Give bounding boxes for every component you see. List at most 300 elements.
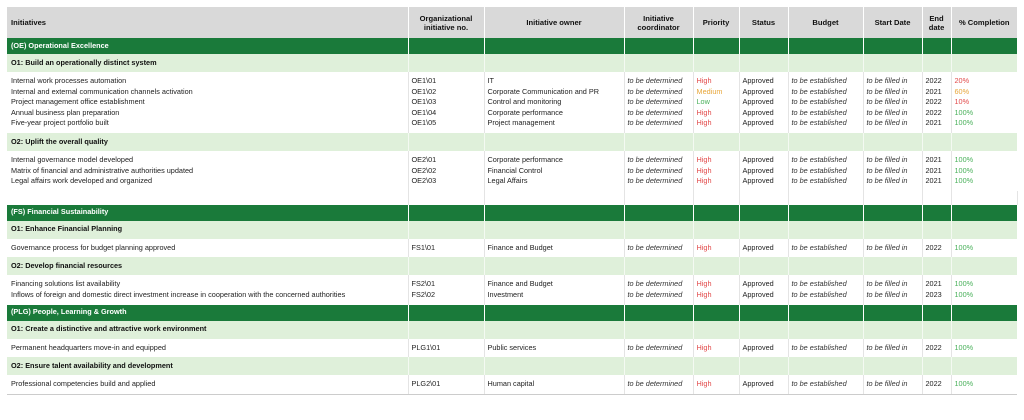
initiative-end-date-cell xyxy=(922,375,951,394)
objective-cell xyxy=(408,357,484,375)
initiative-priority: Low xyxy=(696,97,710,107)
initiative-start-date-cell xyxy=(863,339,922,358)
objective-cell xyxy=(408,321,484,339)
section-cell xyxy=(863,305,922,321)
objective-cell xyxy=(624,321,693,339)
initiative-completion: 100% xyxy=(954,154,974,164)
initiative-completion: 100% xyxy=(954,379,974,389)
initiative-completion: 100% xyxy=(954,342,974,352)
header-owner: Initiative owner xyxy=(484,7,624,38)
initiative-number-cell xyxy=(408,375,484,394)
initiative-status: Approved xyxy=(742,118,774,128)
initiative-number: OE1\01 xyxy=(411,76,437,85)
section-cell xyxy=(739,305,788,321)
initiative-completion: 100% xyxy=(954,279,974,289)
section-cell xyxy=(788,38,863,54)
initiative-number-cell xyxy=(408,275,484,304)
initiative-start-date: to be filled in xyxy=(866,379,908,389)
initiative-owner-cell xyxy=(484,239,624,258)
spacer-cell xyxy=(863,191,922,205)
objective-title: O2: Uplift the overall quality xyxy=(7,133,408,151)
objective-cell xyxy=(788,54,863,72)
section-title: (FS) Financial Sustainability xyxy=(7,205,408,221)
initiative-end-date-cell xyxy=(922,275,951,304)
objective-cell xyxy=(739,54,788,72)
initiative-priority: High xyxy=(696,154,712,164)
initiative-name-cell xyxy=(7,339,408,358)
objective-cell xyxy=(408,133,484,151)
objective-row xyxy=(7,54,1017,72)
initiative-end-date: 2022 xyxy=(925,97,942,107)
initiative-priority: High xyxy=(696,107,712,117)
initiative-priority-cell xyxy=(693,375,739,394)
initiative-name-cell xyxy=(7,72,408,133)
section-cell xyxy=(624,305,693,321)
initiative-start-date-cell xyxy=(863,151,922,191)
initiative-owner: Project management xyxy=(487,118,555,128)
initiative-start-date: to be filled in xyxy=(866,279,908,289)
objective-cell xyxy=(922,357,951,375)
table-row xyxy=(7,275,1017,304)
spacer-cell xyxy=(624,191,693,205)
initiative-name-cell xyxy=(7,275,408,304)
section-row xyxy=(7,305,1017,321)
initiative-end-date: 2023 xyxy=(925,289,942,299)
objective-cell xyxy=(408,221,484,239)
initiative-coordinator: to be determined xyxy=(627,86,683,96)
initiative-status-cell xyxy=(739,275,788,304)
initiative-owner: Public services xyxy=(487,342,537,352)
objective-cell xyxy=(484,54,624,72)
initiative-priority: Medium xyxy=(696,86,723,96)
initiative-number-cell xyxy=(408,339,484,358)
initiative-number: OE1\04 xyxy=(411,107,437,117)
initiative-end-date: 2021 xyxy=(925,118,942,128)
section-cell xyxy=(408,305,484,321)
objective-cell xyxy=(922,54,951,72)
initiative-owner-cell xyxy=(484,275,624,304)
initiative-name: Governance process for budget planning approved xyxy=(11,242,176,252)
initiative-coordinator-cell xyxy=(624,151,693,191)
objective-row xyxy=(7,321,1017,339)
section-cell xyxy=(484,205,624,221)
initiative-owner: Control and monitoring xyxy=(487,97,562,107)
initiative-priority: High xyxy=(696,289,712,299)
objective-cell xyxy=(863,54,922,72)
initiative-completion: 100% xyxy=(954,289,974,299)
initiatives-table xyxy=(7,7,1018,395)
objective-cell xyxy=(739,257,788,275)
header-start-date: Start Date xyxy=(863,7,922,38)
initiative-budget: to be established xyxy=(791,118,847,128)
initiative-start-date: to be filled in xyxy=(866,76,908,85)
objective-row xyxy=(7,221,1017,239)
initiative-number-cell xyxy=(408,72,484,133)
section-cell xyxy=(788,205,863,221)
initiative-completion: 100% xyxy=(954,107,974,117)
section-cell xyxy=(863,205,922,221)
objective-cell xyxy=(863,357,922,375)
initiative-start-date: to be filled in xyxy=(866,154,908,164)
table-row xyxy=(7,151,1017,191)
initiative-coordinator: to be determined xyxy=(627,165,683,175)
initiative-priority: High xyxy=(696,176,712,186)
initiative-coordinator-cell xyxy=(624,239,693,258)
initiative-status: Approved xyxy=(742,176,774,186)
table-row xyxy=(7,375,1017,394)
header-budget: Budget xyxy=(788,7,863,38)
initiative-owner-cell xyxy=(484,72,624,133)
initiative-status: Approved xyxy=(742,289,774,299)
initiative-status: Approved xyxy=(742,76,774,85)
initiative-end-date: 2021 xyxy=(925,86,942,96)
initiative-coordinator-cell xyxy=(624,275,693,304)
objective-cell xyxy=(624,221,693,239)
initiative-coordinator-cell xyxy=(624,339,693,358)
objective-cell xyxy=(922,321,951,339)
objective-cell xyxy=(922,133,951,151)
initiative-budget: to be established xyxy=(791,165,847,175)
header-org-no: Organizational initiative no. xyxy=(408,7,484,38)
initiative-coordinator: to be determined xyxy=(627,76,683,85)
header-completion: % Completion xyxy=(951,7,1017,38)
objective-cell xyxy=(739,221,788,239)
initiative-coordinator: to be determined xyxy=(627,97,683,107)
initiative-completion: 100% xyxy=(954,242,974,252)
objective-cell xyxy=(922,257,951,275)
header-priority: Priority xyxy=(693,7,739,38)
section-cell xyxy=(922,305,951,321)
initiative-budget-cell xyxy=(788,151,863,191)
initiative-coordinator: to be determined xyxy=(627,342,683,352)
initiative-number: OE1\02 xyxy=(411,86,437,96)
objective-cell xyxy=(739,357,788,375)
objective-cell xyxy=(951,54,1017,72)
section-row xyxy=(7,38,1017,54)
objective-cell xyxy=(693,133,739,151)
initiative-name: Financing solutions list availability xyxy=(11,279,121,289)
initiative-status: Approved xyxy=(742,154,774,164)
objective-cell xyxy=(624,357,693,375)
initiative-coordinator-cell xyxy=(624,72,693,133)
objective-cell xyxy=(863,221,922,239)
initiative-status: Approved xyxy=(742,97,774,107)
initiative-name: Internal governance model developed xyxy=(11,154,134,164)
initiative-name: Professional competencies build and applied xyxy=(11,379,156,389)
initiative-status: Approved xyxy=(742,86,774,96)
initiative-completion-cell xyxy=(951,72,1017,133)
initiative-completion: 100% xyxy=(954,165,974,175)
initiative-coordinator-cell xyxy=(624,375,693,394)
initiative-budget: to be established xyxy=(791,107,847,117)
initiative-budget: to be established xyxy=(791,176,847,186)
initiative-budget: to be established xyxy=(791,379,847,389)
section-title: (PLG) People, Learning & Growth xyxy=(7,305,408,321)
spacer-cell xyxy=(408,191,484,205)
table-row xyxy=(7,239,1017,258)
initiative-completion: 20% xyxy=(954,76,970,85)
initiative-coordinator: to be determined xyxy=(627,289,683,299)
initiative-priority: High xyxy=(696,242,712,252)
initiative-status: Approved xyxy=(742,279,774,289)
initiative-start-date: to be filled in xyxy=(866,342,908,352)
initiative-budget-cell xyxy=(788,239,863,258)
initiative-completion-cell xyxy=(951,275,1017,304)
initiative-end-date-cell xyxy=(922,239,951,258)
objective-cell xyxy=(951,321,1017,339)
initiative-number-cell xyxy=(408,151,484,191)
initiative-coordinator: to be determined xyxy=(627,242,683,252)
initiative-priority-cell xyxy=(693,275,739,304)
section-cell xyxy=(922,205,951,221)
initiative-status-cell xyxy=(739,151,788,191)
table-row xyxy=(7,339,1017,358)
initiative-owner-cell xyxy=(484,339,624,358)
objective-cell xyxy=(788,357,863,375)
initiative-budget: to be established xyxy=(791,76,847,85)
initiative-budget-cell xyxy=(788,72,863,133)
objective-cell xyxy=(951,357,1017,375)
section-cell xyxy=(624,205,693,221)
initiative-owner: Corporate performance xyxy=(487,154,563,164)
initiative-status: Approved xyxy=(742,342,774,352)
section-cell xyxy=(408,38,484,54)
objective-cell xyxy=(863,257,922,275)
header-end-date: End date xyxy=(922,7,951,38)
objective-cell xyxy=(484,321,624,339)
spacer-cell xyxy=(951,191,1017,205)
initiative-priority: High xyxy=(696,76,712,85)
initiative-end-date: 2021 xyxy=(925,176,942,186)
objective-cell xyxy=(693,221,739,239)
table-row xyxy=(7,72,1017,133)
initiative-owner: Legal Affairs xyxy=(487,176,528,186)
initiative-owner-cell xyxy=(484,375,624,394)
section-cell xyxy=(788,305,863,321)
initiative-budget: to be established xyxy=(791,86,847,96)
initiative-name-cell xyxy=(7,239,408,258)
initiative-coordinator: to be determined xyxy=(627,176,683,186)
initiative-priority-cell xyxy=(693,151,739,191)
section-cell xyxy=(922,38,951,54)
initiative-start-date: to be filled in xyxy=(866,242,908,252)
section-cell xyxy=(624,38,693,54)
spacer-cell xyxy=(693,191,739,205)
initiative-start-date: to be filled in xyxy=(866,165,908,175)
objective-cell xyxy=(951,221,1017,239)
objective-cell xyxy=(624,133,693,151)
objective-cell xyxy=(951,133,1017,151)
initiative-start-date: to be filled in xyxy=(866,107,908,117)
initiative-status-cell xyxy=(739,339,788,358)
spacer-row xyxy=(7,191,1017,205)
initiative-end-date-cell xyxy=(922,339,951,358)
initiative-coordinator: to be determined xyxy=(627,379,683,389)
initiative-completion-cell xyxy=(951,239,1017,258)
objective-cell xyxy=(739,133,788,151)
initiative-end-date: 2021 xyxy=(925,165,942,175)
initiative-budget: to be established xyxy=(791,289,847,299)
initiative-completion-cell xyxy=(951,375,1017,394)
initiative-budget: to be established xyxy=(791,279,847,289)
initiative-number: OE2\01 xyxy=(411,154,437,164)
initiative-start-date-cell xyxy=(863,239,922,258)
spacer-cell xyxy=(484,191,624,205)
initiative-start-date-cell xyxy=(863,72,922,133)
initiative-number: FS2\01 xyxy=(411,279,436,289)
initiative-owner-cell xyxy=(484,151,624,191)
initiative-number: FS2\02 xyxy=(411,289,436,299)
objective-cell xyxy=(624,54,693,72)
objective-cell xyxy=(484,257,624,275)
objective-cell xyxy=(739,321,788,339)
section-cell xyxy=(408,205,484,221)
initiative-status: Approved xyxy=(742,165,774,175)
initiative-end-date-cell xyxy=(922,151,951,191)
objective-title: O1: Enhance Financial Planning xyxy=(7,221,408,239)
initiative-priority: High xyxy=(696,379,712,389)
initiative-start-date: to be filled in xyxy=(866,176,908,186)
header-status: Status xyxy=(739,7,788,38)
section-cell xyxy=(693,305,739,321)
spacer-cell xyxy=(922,191,951,205)
initiative-name: Five-year project portfolio built xyxy=(11,118,109,128)
objective-cell xyxy=(408,257,484,275)
section-cell xyxy=(693,205,739,221)
initiative-end-date-cell xyxy=(922,72,951,133)
initiative-name: Permanent headquarters move-in and equipped xyxy=(11,342,166,352)
objective-cell xyxy=(951,257,1017,275)
initiative-status: Approved xyxy=(742,379,774,389)
initiative-start-date-cell xyxy=(863,375,922,394)
objective-row xyxy=(7,257,1017,275)
section-cell xyxy=(951,38,1017,54)
initiative-owner: Finance and Budget xyxy=(487,242,553,252)
objective-cell xyxy=(484,221,624,239)
objective-row xyxy=(7,357,1017,375)
initiative-end-date: 2021 xyxy=(925,279,942,289)
section-cell xyxy=(693,38,739,54)
objective-cell xyxy=(788,133,863,151)
objective-cell xyxy=(693,257,739,275)
objective-title: O2: Ensure talent availability and development xyxy=(7,357,408,375)
objective-cell xyxy=(788,221,863,239)
initiative-start-date: to be filled in xyxy=(866,118,908,128)
objective-cell xyxy=(788,321,863,339)
initiative-owner: IT xyxy=(487,76,494,85)
section-row xyxy=(7,205,1017,221)
objective-title: O2: Develop financial resources xyxy=(7,257,408,275)
objective-cell xyxy=(484,357,624,375)
section-cell xyxy=(739,205,788,221)
initiative-priority-cell xyxy=(693,239,739,258)
objective-cell xyxy=(484,133,624,151)
initiative-number: FS1\01 xyxy=(411,242,436,252)
initiative-priority: High xyxy=(696,342,712,352)
objective-cell xyxy=(408,54,484,72)
section-cell xyxy=(951,305,1017,321)
table-body xyxy=(7,38,1017,394)
initiative-start-date-cell xyxy=(863,275,922,304)
objective-cell xyxy=(693,54,739,72)
initiative-budget-cell xyxy=(788,339,863,358)
initiative-coordinator: to be determined xyxy=(627,279,683,289)
initiative-number: OE2\02 xyxy=(411,165,437,175)
initiative-number: OE1\05 xyxy=(411,118,437,128)
initiative-completion: 100% xyxy=(954,118,974,128)
objective-title: O1: Create a distinctive and attractive work environment xyxy=(7,321,408,339)
initiative-owner: Corporate Communication and PR xyxy=(487,86,600,96)
initiative-priority: High xyxy=(696,118,712,128)
initiative-owner: Finance and Budget xyxy=(487,279,553,289)
objective-cell xyxy=(624,257,693,275)
initiative-name: Project management office establishment xyxy=(11,97,145,107)
initiative-budget: to be established xyxy=(791,242,847,252)
section-cell xyxy=(951,205,1017,221)
initiative-completion: 10% xyxy=(954,97,970,107)
initiative-coordinator: to be determined xyxy=(627,154,683,164)
initiative-end-date: 2022 xyxy=(925,107,942,117)
objective-cell xyxy=(693,321,739,339)
initiative-name: Matrix of financial and administrative authorities updated xyxy=(11,165,194,175)
initiative-name: Inflows of foreign and domestic direct investment increase in cooperation with the concerned authorities xyxy=(11,289,346,299)
initiative-status: Approved xyxy=(742,107,774,117)
section-cell xyxy=(484,38,624,54)
objective-cell xyxy=(693,357,739,375)
spacer-cell xyxy=(739,191,788,205)
initiative-budget: to be established xyxy=(791,342,847,352)
objective-cell xyxy=(863,133,922,151)
spacer-cell xyxy=(788,191,863,205)
initiative-status: Approved xyxy=(742,242,774,252)
initiative-priority: High xyxy=(696,279,712,289)
initiative-budget: to be established xyxy=(791,154,847,164)
initiative-number: OE1\03 xyxy=(411,97,437,107)
section-cell xyxy=(863,38,922,54)
initiative-number: OE2\03 xyxy=(411,176,437,186)
initiative-start-date: to be filled in xyxy=(866,86,908,96)
initiative-end-date: 2022 xyxy=(925,242,942,252)
initiative-end-date: 2022 xyxy=(925,342,942,352)
objective-cell xyxy=(863,321,922,339)
initiative-budget-cell xyxy=(788,375,863,394)
initiative-budget: to be established xyxy=(791,97,847,107)
initiative-coordinator: to be determined xyxy=(627,118,683,128)
initiative-status-cell xyxy=(739,239,788,258)
initiative-number: PLG1\01 xyxy=(411,342,441,352)
objective-title: O1: Build an operationally distinct system xyxy=(7,54,408,72)
initiative-priority: High xyxy=(696,165,712,175)
initiative-budget-cell xyxy=(788,275,863,304)
initiative-number-cell xyxy=(408,239,484,258)
initiative-completion-cell xyxy=(951,339,1017,358)
table-header-row xyxy=(7,7,1017,38)
initiative-end-date: 2021 xyxy=(925,154,942,164)
objective-cell xyxy=(788,257,863,275)
initiative-start-date: to be filled in xyxy=(866,97,908,107)
initiative-name-cell xyxy=(7,151,408,191)
header-coordinator: Initiative coordinator xyxy=(624,7,693,38)
objective-row xyxy=(7,133,1017,151)
initiative-status-cell xyxy=(739,72,788,133)
section-cell xyxy=(484,305,624,321)
objective-cell xyxy=(922,221,951,239)
spacer-cell xyxy=(7,191,408,205)
initiative-status-cell xyxy=(739,375,788,394)
initiative-name: Internal and external communication channels activation xyxy=(11,86,193,96)
initiative-name: Annual business plan preparation xyxy=(11,107,120,117)
initiative-priority-cell xyxy=(693,339,739,358)
